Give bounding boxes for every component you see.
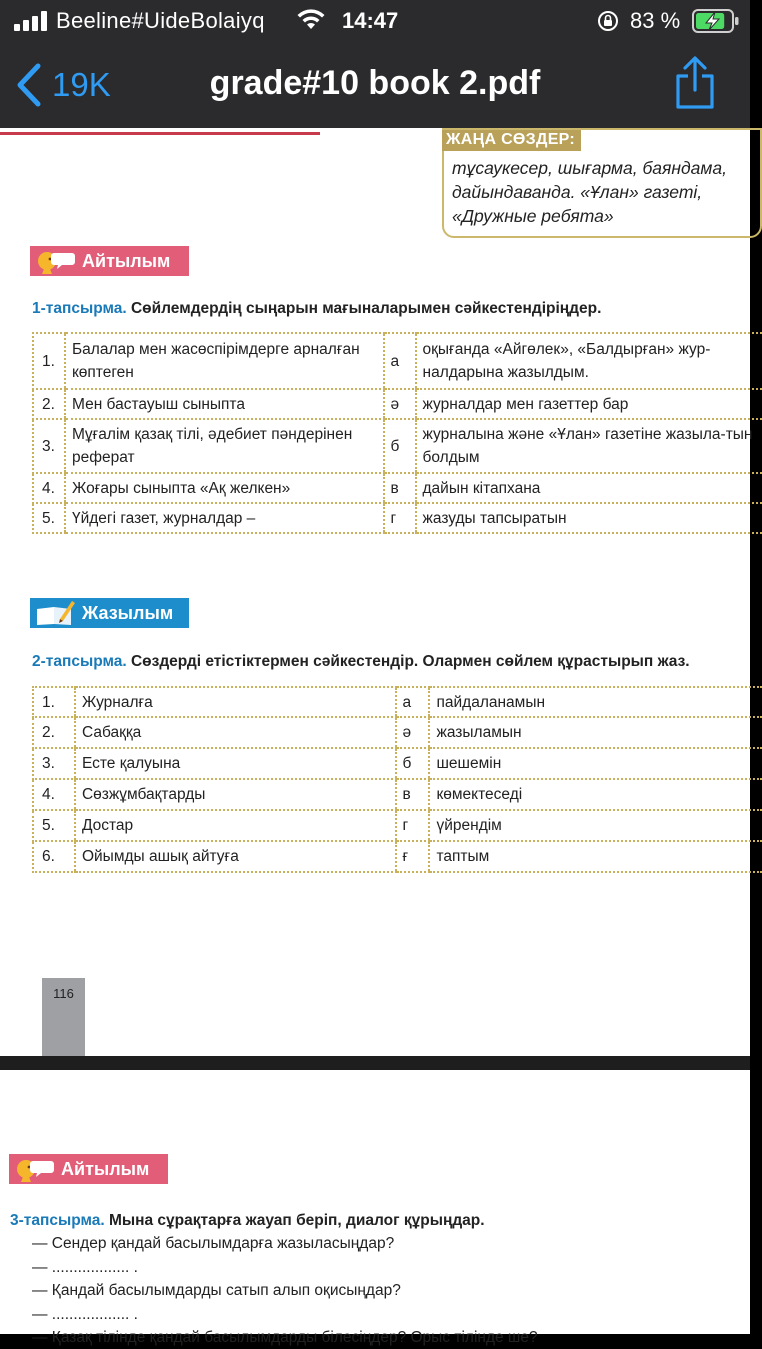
table-row [33, 841, 762, 872]
task-number: 3-тапсырма. [10, 1212, 105, 1229]
back-button[interactable] [14, 62, 111, 108]
task-number: 1-тапсырма. [32, 300, 127, 317]
sentence-end: шешемін [429, 748, 762, 779]
sentence-end: жазуды тапсыратын [416, 503, 762, 533]
navigation-bar [0, 42, 750, 128]
option-letter: б [396, 748, 430, 779]
sentence-end: таптым [429, 841, 762, 872]
sentence-start: Есте қалуына [75, 748, 396, 779]
dialog-line: — Қазақ тілінде қандай басылымдарды білесіңдер? Орыс тілінде ше? [32, 1329, 538, 1346]
option-letter: ғ [396, 841, 430, 872]
option-letter: ә [396, 717, 430, 748]
option-letter: г [396, 810, 430, 841]
row-number: 3. [33, 748, 75, 779]
header-rule [0, 132, 320, 135]
table-row [33, 717, 762, 748]
sentence-end: пайдаланамын [429, 687, 762, 717]
table-row [33, 687, 762, 717]
cellular-signal-icon [14, 11, 48, 31]
sentence-start: Мұғалім қазақ тілі, әдебиет пәндерінен реферат [65, 419, 384, 473]
task-instruction: Мына сұрақтарға жауап беріп, диалог құрыңдар. [104, 1212, 485, 1229]
speaking-head-icon [13, 1155, 55, 1183]
back-label: 19K [52, 66, 111, 103]
row-number: 2. [33, 717, 75, 748]
top-bar [0, 0, 750, 128]
sentence-end: үйрендім [429, 810, 762, 841]
share-icon[interactable] [672, 56, 718, 110]
speaking-head-icon [34, 247, 76, 275]
option-letter: а [396, 687, 430, 717]
dialog-line: — .................. . [32, 1306, 138, 1323]
sentence-start: Достар [75, 810, 396, 841]
sentence-start: Сабаққа [75, 717, 396, 748]
task-number: 2-тапсырма. [32, 653, 127, 670]
option-letter: б [384, 419, 416, 473]
new-words-heading: ЖАҢА СӨЗДЕР: [442, 130, 581, 151]
table-row [33, 389, 762, 419]
option-letter: г [384, 503, 416, 533]
new-words-text: тұсаукесер, шығарма, баяндама, дайындаванда. «Ұлан» газеті, «Дружные ребята» [452, 158, 728, 226]
sentence-end: көмектеседі [429, 779, 762, 810]
task-2-heading [32, 653, 690, 671]
speaking-section-badge [30, 246, 189, 276]
speaking-section-badge [9, 1154, 168, 1184]
battery-percent: 83 % [630, 8, 681, 33]
clock: 14:47 [342, 8, 399, 33]
table-row [33, 473, 762, 503]
row-number: 1. [33, 333, 65, 389]
orientation-lock-icon [597, 10, 619, 32]
row-number: 2. [33, 389, 65, 419]
sentence-start: Үйдегі газет, журналдар – [65, 503, 384, 533]
dialog-line: — .................. . [32, 1259, 138, 1276]
task-1-table [32, 332, 762, 534]
page-number: 116 [42, 978, 85, 1056]
sentence-end: журналдар мен газеттер бар [416, 389, 762, 419]
pdf-page-116[interactable] [0, 128, 753, 1056]
task-3-heading [10, 1212, 485, 1230]
document-title: grade#10 book 2.pdf [209, 64, 541, 102]
sentence-end: оқығанда «Айгөлек», «Балдырған» жур-налдарына жазылдым. [416, 333, 762, 389]
page-separator [0, 1056, 750, 1070]
battery-charging-icon [692, 9, 740, 33]
dialog-line: — Сендер қандай басылымдарға жазыласыңдар? [32, 1235, 395, 1252]
sentence-end: жазыламын [429, 717, 762, 748]
status-bar [0, 0, 750, 42]
task-1-heading [32, 300, 601, 318]
table-row [33, 419, 762, 473]
sentence-start: Жоғары сыныпта «Ақ желкен» [65, 473, 384, 503]
sentence-start: Сөзжұмбақтарды [75, 779, 396, 810]
sentence-start: Балалар мен жасөспірімдерге арналған көптеген [65, 333, 384, 389]
row-number: 4. [33, 779, 75, 810]
sentence-end: журналына және «Ұлан» газетіне жазыла-тын болдым [416, 419, 762, 473]
task-instruction: Сөздерді етістіктермен сәйкестендір. Олармен сөйлем құрастырып жаз. [126, 653, 690, 670]
row-number: 5. [33, 503, 65, 533]
pdf-page-117[interactable] [0, 1070, 750, 1346]
option-letter: а [384, 333, 416, 389]
row-number: 4. [33, 473, 65, 503]
option-letter: ә [384, 389, 416, 419]
task-instruction: Сөйлемдердің сыңарын мағыналарымен сәйкестендіріңдер. [126, 300, 602, 317]
dialog-line: — Қандай басылымдарды сатып алып оқисыңдар? [32, 1282, 401, 1299]
section-badge-label: Жазылым [82, 602, 174, 623]
wifi-icon [296, 9, 326, 31]
row-number: 6. [33, 841, 75, 872]
row-number: 5. [33, 810, 75, 841]
option-letter: в [384, 473, 416, 503]
table-row [33, 779, 762, 810]
section-badge-label: Айтылым [82, 250, 171, 271]
table-row [33, 748, 762, 779]
chevron-left-icon [14, 63, 44, 107]
sentence-start: Ойымды ашық айтуға [75, 841, 396, 872]
option-letter: в [396, 779, 430, 810]
writing-section-badge [30, 598, 189, 628]
writing-book-icon [34, 599, 76, 627]
sentence-start: Мен бастауыш сыныпта [65, 389, 384, 419]
task-2-table [32, 686, 762, 873]
table-row [33, 810, 762, 841]
table-row [33, 333, 762, 389]
carrier-name: Beeline#UideBolaiyq [56, 8, 265, 33]
sentence-end: дайын кітапхана [416, 473, 762, 503]
row-number: 3. [33, 419, 65, 473]
sentence-start: Журналға [75, 687, 396, 717]
table-row [33, 503, 762, 533]
row-number: 1. [33, 687, 75, 717]
section-badge-label: Айтылым [61, 1158, 150, 1179]
